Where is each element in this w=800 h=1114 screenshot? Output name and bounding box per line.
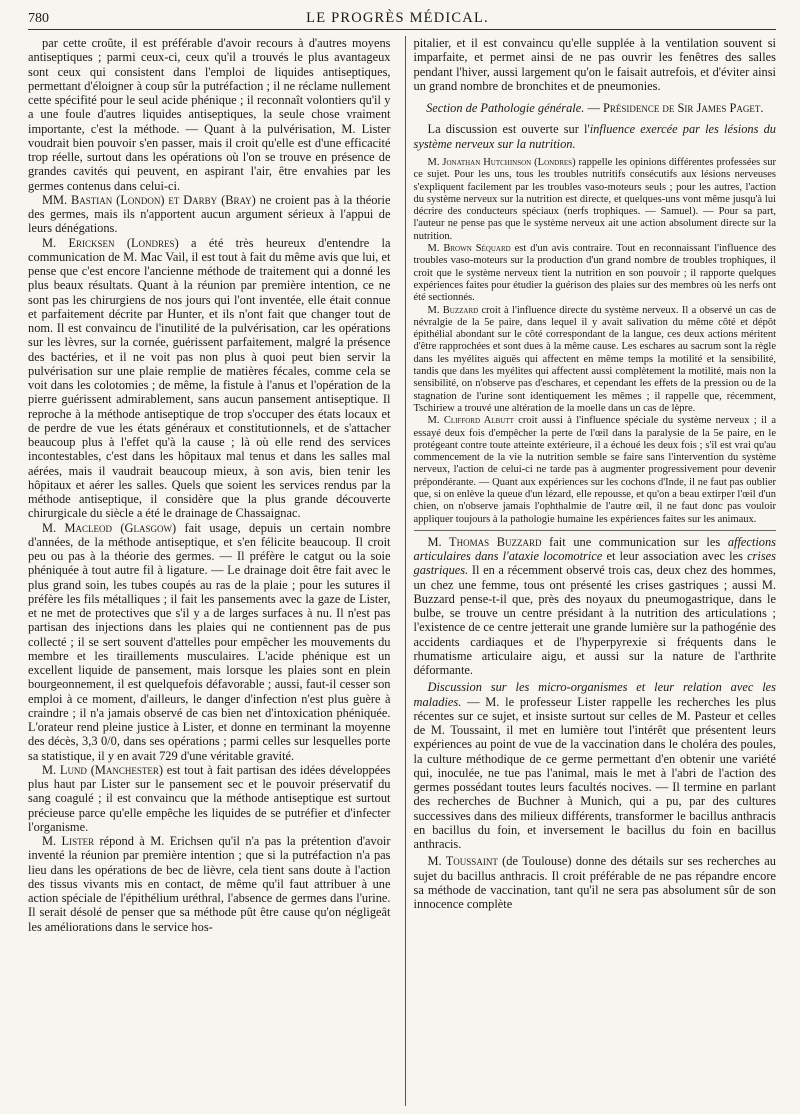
paragraph [414, 157, 777, 243]
paragraph-text: croit à l'influence directe du système nerveux. Il a observé un cas de névralgie de la 5e paire, dans lequel il y avait salivation du même côté et dépôt épithélial abondant sur le côté correspondant de la langue, ces deux actions méritent d'être rapprochées et sont dues à la même cause. Les eschares au sacrum sont la règle dans les myélites aiguës qui affectent en même temps la motilité et la sensibilité, tandis que dans les myélites qui affectent aussi complètement la motilité, mais non la sensibilité, on n'observe pas d'eschares, et cependant les effets de la pression ou de la stagnation de l'urine sont identiquement les mêmes ; il rappelle que, récemment, Tschiriew a trouvé une altération de la moelle dans un cas de lèpre. [413, 304, 776, 414]
paragraph-text: ne croient pas à la théorie des germes, mais ils n'apportent aucun argument sérieux à l'appui de leurs dénégations. [28, 192, 391, 236]
paragraph-text: est d'un avis contraire. Tout en reconnaissant l'influence des troubles vaso-moteurs sur la production d'un grand nombre de troubles trophiques, il croit que le système nerveux tient la nutrition en son pouvoir ; il rapporte quelques expériences faites pour étudier la guérison des plaies sur des membres où les nerfs ont été sectionnés. [413, 243, 776, 304]
paragraph [28, 236, 391, 521]
page-number: 780 [28, 11, 49, 26]
paragraph [28, 193, 391, 236]
paragraph [28, 763, 391, 834]
toussaint-paragraph [414, 854, 777, 911]
continuation-paragraph: pitalier, et il est convaincu qu'elle supplée à la ventilation souvent si imparfaite, et permet ainsi de ne pas ouvrir les fenêtres des salles pendant l'hiver, aussi largement qu'on le faisait autrefois, et d'éviter ainsi un grand nombre de bronchites et de pneumonies. [413, 36, 776, 93]
paragraph [28, 36, 391, 193]
speaker-name: M. Thomas Buzzard [427, 534, 542, 549]
section-title: Section de Pathologie générale. [426, 101, 585, 115]
paragraph-text: par cette croûte, il est préférable d'avoir recours à d'autres moyens antiseptiques ; parmi ceux-ci, ceux qu'il a trouvés le plus avantageux sont ceux qui consistent dans l'emploi de liquides antiseptiques, permettant d'éloigner à coup sûr la putréfaction ; il ne réclame nullement cette spécifité pour le seul acide phénique ; il reconnaît volontiers qu'il y a une foule d'autres liquides antiseptiques, la seule chose vraiment importante, c'est la méthode. — Quant à la pulvérisation, M. Lister voudrait bien pouvoir s'en passer, mais il croit qu'elle est d'une efficacité trop réelle, surtout dans les opérations où l'on se trouve en présence de grandes cavités qui peuvent, en aspirant l'air, être envahies par les germes contenus dans celui-ci. [28, 36, 391, 193]
left-column [28, 36, 391, 1106]
divider [414, 530, 777, 531]
speaker-name: M. Buzzard [427, 304, 479, 316]
text-run: (de Toulouse) donne des détails sur ses recherches au sujet du bacillus anthracis. Il croit préférable de ne pas répandre encore sa méthode de vaccination, tant qu'il ne sera pas absolument sûr de son innocence complète [413, 854, 776, 912]
speaker-name: M. Lister [42, 834, 95, 848]
right-column [405, 36, 777, 1106]
paragraph [414, 305, 777, 416]
paragraph [28, 834, 391, 934]
paragraph-text: fait usage, depuis un certain nombre d'années, de la méthode antiseptique, et s'en félicite beaucoup. Il croit peu ou pas à la théorie des germes. — Il préfère le catgut ou la soie phéniquée à tout autre fil à ligature. — Le drainage doit être fait avec le plus grand soin, les tubes coupés au ras de la plaie ; pour les sutures il préfère les fils métalliques ; il fait les pansements avec la gaze de Lister, et ne met de protectives que s'il y a de larges surfaces à nu. Il n'est pas partisan des injections dans les plaies qui ne contiennent pas de pus collecté ; il se sert souvent d'attelles pour empêcher les mouvements du membre et les tiraillements musculaires. L'acide phénique est un excellent liquide de pansement, mais lorsque les plaies sont en plein bourgeonnement, il est quelquefois défavorable ; aussi, faut-il cesser son emploi à ce moment, d'ailleurs, le danger d'infection n'est plus guère à craindre ; il n'a jamais observé de cas bien net d'intoxication phéniquée. L'orateur rend pleine justice à Lister, et donne en terminant la moyenne des décès, 3,3 0/0, dans ses opérations ; parmi celles sur lesquelles porte sa statistique, il y en avait 729 d'une véritable gravité. [28, 520, 391, 763]
columns [28, 36, 776, 1106]
speaker-name: M. Lund (Manchester) [42, 762, 163, 777]
running-header [28, 10, 776, 30]
speaker-name: M. Brown Séquard [427, 243, 511, 255]
paragraph [414, 243, 777, 304]
speaker-name: M. Macleod (Glasgow) [42, 520, 177, 535]
text-run: — M. le professeur Lister rappelle les recherches les plus récentes sur ce sujet, et insiste surtout sur celles de M. Pasteur et celles de M. Toussaint, il met en lumière tout l'intérêt que présentent leurs expériences au point de vue de la vaccination dans le choléra des poules, la culture méthodique de ce germe permettant d'en obtenir une variété qui, inoculée, ne tue pas l'animal, mais le met à l'abri de l'action des germes possédant toutes leurs facultés nocives. — Il termine en parlant des recherches de Buchner à Munich, qui a pu, par des cultures successives dans des milieux différents, transformer le bacillus anthracis en bacillus du foin, et inversement le bacillus du foin en bacillus anthracis. [413, 694, 776, 852]
paragraph [28, 521, 391, 763]
paragraph-text: est tout à fait partisan des idées développées plus haut par Lister sur le pansement sec et le pouvoir préservatif du sang coagulé ; il est convaincu que la méthode antiseptique est surtout précieuse parce qu'elle empêche les liquides de se putréfier et d'infecter l'organisme. [28, 762, 391, 834]
micro-organisms-paragraph [414, 680, 777, 851]
section-presidency: — Présidence de Sir James Paget. [587, 101, 764, 115]
speaker-name: M. Clifford Albutt [427, 415, 514, 427]
intro-text: La discussion est ouverte sur l' [427, 122, 590, 136]
speaker-name: M. Ericksen (Londres) [42, 235, 179, 250]
paragraph-text: croit aussi à l'influence spéciale du système nerveux ; il a essayé deux fois d'empêcher la perte de l'œil dans la paralysie de la 5e paire, en le protégeant contre toute atteinte extérieure, il a échoué les deux fois ; s'il est vrai qu'au commencement de la vie la nutrition semble se faire sans l'intervention du système nerveux, l'action de celui-ci ne tarde pas à augmenter progressivement pour devenir prépondérante. — Quant aux expériences sur les cochons d'Inde, il ne faut pas oublier que, si on enlève la queue d'un lézard, elle repousse, et qu'on a beau extirper l'œil d'un chien, on n'observe jamais l'ophthalmie de l'autre œil, il ne faut donc pas vouloir appliquer toujours à la pathologie humaine les expériences faites sur les animaux. [413, 415, 776, 525]
buzzard-paragraph [414, 535, 777, 678]
speaker-name: M. Jonathan Hutchinson (Londres) [427, 157, 576, 168]
discussion-intro [414, 122, 777, 151]
section-heading [414, 101, 777, 116]
paragraph-text: répond à M. Erichsen qu'il n'a pas la prétention d'avoir inventé la réunion par première intention ; que si la putréfaction n'a pas lieu dans les opérations de bec de lièvre, cela tient sans doute à l'action des tissus vivants mis en contact, de même qu'il faut attribuer à une action spéciale de l'épithélium uréthral, l'absence de germes dans l'urine. Il serait désolé de penser que sa méthode pût être cause qu'on négligeât les améliorations dans le service hos- [28, 834, 391, 934]
paragraph-text: a été très heureux d'entendre la communication de M. Mac Vail, il est tout à fait du même avis que lui, et pense que c'est encore l'ancienne méthode de traitement qui a donné les plus beaux résultats. Quant à la réunion par première intention, ce ne sont pas les chirurgiens de nos jours qui l'ont inventée, elle était connue et parfaitement décrite par Hunter, et ils n'ont fait que changer tout de nom. Il est convaincu de l'inutilité de la pulvérisation, car les opérations sur les lèvres, sur la cornée, guérissent parfaitement, malgré la présence des bactéries, et il ne voit pas non plus à quoi peut bien servir la pulvérisation sur une plaie remplie de matières fécales, comme cela se voit dans les colotomies ; de même, la fistule à l'anus et l'opération de la pierre guérissent admirablement, sans aucun pansement antiseptique. Il reproche à la méthode antiseptique de trop s'occuper des états locaux et de perdre de vue les états généraux et constitutionnels, et de s'attacher beaucoup plus à l'effet qu'à la cause ; là où elle rend des services incontestables, c'est dans les hôpitaux mal tenus et dans les salles mal aérées, mais il vaudrait beaucoup mieux, à son avis, bien tenir les hôpitaux et aérer les salles. Quels que soient les services rendus par la méthode antiseptique, il considère que la plus grande découverte chirurgicale du siècle a été le drainage de Chassaignac. [28, 235, 391, 521]
text-run: et leur association avec les [602, 549, 748, 564]
text-run: Il en a récemment observé trois cas, deux chez des hommes, un chez une femme, tous ont présenté les crises gastriques ; aussi M. Buzzard pense-t-il que, près des noyaux du pneumogastrique, dans le bulbe, se trouve un centre présidant à la nutrition des articulations ; l'existence de ce centre jetterait une grande lumière sur la pathogénie des accidents cardiaques et de l'hyperpyrexie si fréquents dans le rhumatisme articulaire aigu, et aussi sur la nature de l'arthrite déformante. [413, 563, 776, 678]
paragraph [414, 415, 777, 526]
text-run: fait une communication sur les [541, 534, 728, 549]
speaker-name: M. Toussaint [427, 854, 498, 869]
discussion-title: Discussion sur les micro-organismes et leur relation avec les maladies. [413, 680, 776, 709]
topic-italic: affections articulaires dans l'ataxie locomotrice [413, 534, 776, 564]
intro-topic: influence exercée par les lésions du système nerveux sur la nutrition. [413, 122, 776, 151]
paragraph-text: rappelle les opinions différentes professées sur ce sujet. Pour les uns, tous les troubles nutritifs consécutifs aux lésions nerveuses s'expliquent facilement par les troubles vaso-moteurs seuls ; pour les autres, l'action du système nerveux sur la nutrition est directe, et quelques-uns vont même jusqu'à lui décrire des conducteurs spéciaux (nerfs trophiques. — Samuel). — Pour sa part, l'auteur ne pense pas que le système nerveux ait une action absolument directe sur la nutrition. [413, 157, 776, 242]
small-print-block [414, 157, 777, 526]
journal-title: LE PROGRÈS MÉDICAL. [306, 10, 489, 26]
speaker-name: MM. Bastian (London) et Darby (Bray) [42, 192, 256, 207]
topic-italic: crises gastriques. [413, 549, 776, 578]
